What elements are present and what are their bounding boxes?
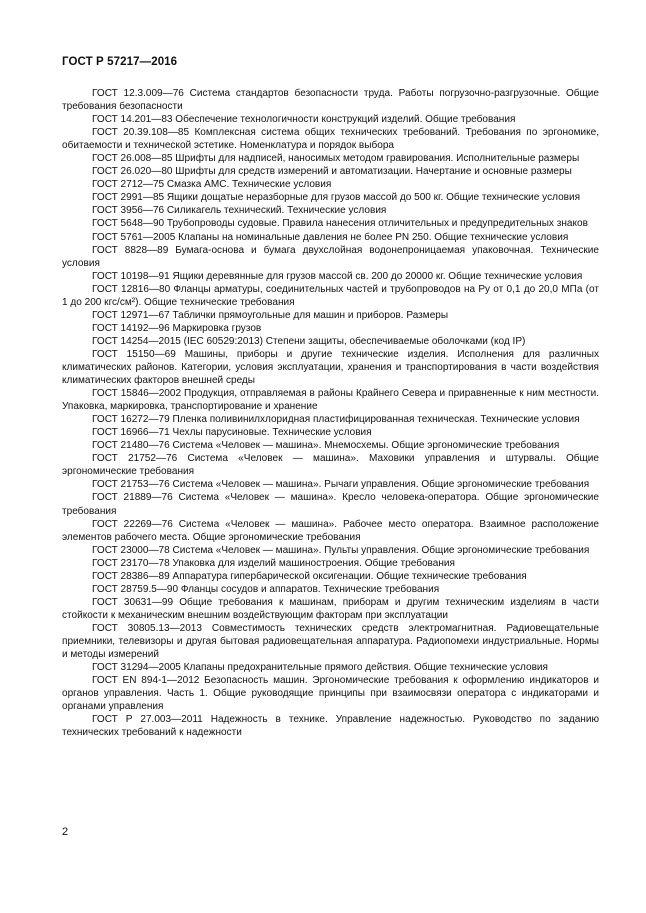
reference-item: ГОСТ 31294—2005 Клапаны предохранительные прямого действия. Общие технические условия [92, 662, 548, 674]
reference-item: ГОСТ 2991—85 Ящики дощатые неразборные для грузов массой до 500 кг. Общие технические условия [92, 192, 581, 204]
reference-item: ГОСТ EN 894-1—2012 Безопасность машин. Эргономические требования к оформлению индикаторов и органов управления. Часть 1. Общие руководящие принципы при взаимосвязи оператора с индикаторами и органами управления [62, 675, 599, 713]
reference-item: ГОСТ 14192—96 Маркировка грузов [92, 322, 262, 334]
normative-references [62, 87, 599, 739]
page-number: 2 [62, 826, 69, 838]
reference-item: ГОСТ 14254—2015 (IEC 60529:2013) Степени защиты, обеспечиваемые оболочками (код IP) [92, 335, 526, 347]
reference-item: ГОСТ 14.201—83 Обеспечение технологичности конструкций изделий. Общие требования [92, 114, 516, 126]
reference-item: ГОСТ 22269—76 Система «Человек — машина». Рабочее место оператора. Взаимное расположение элементов рабочего места. Общие эргономические требования [62, 518, 599, 543]
reference-item: ГОСТ 20.39.108—85 Комплексная система общих технических требований. Требования по эргономике, обитаемости и технической эстетике. Номенклатура и порядок выбора [62, 127, 599, 152]
reference-item: ГОСТ 5648—90 Трубопроводы судовые. Правила нанесения отличительных и предупредительных знаков [92, 218, 588, 230]
reference-item: ГОСТ 10198—91 Ящики деревянные для грузов массой св. 200 до 20000 кг. Общие технические условия [92, 270, 583, 282]
reference-item: ГОСТ 12971—67 Таблички прямоугольные для машин и приборов. Размеры [92, 309, 449, 321]
reference-item: ГОСТ 26.008—85 Шрифты для надписей, наносимых методом гравирования. Исполнительные размеры [92, 153, 580, 165]
reference-item: ГОСТ 28386—89 Аппаратура гипербарической оксигенации. Общие технические требования [92, 570, 527, 582]
reference-item: ГОСТ 16966—71 Чехлы парусиновые. Технические условия [92, 427, 372, 439]
reference-item: ГОСТ 21753—76 Система «Человек — машина». Рычаги управления. Общие эргономические требования [92, 479, 590, 491]
reference-item: ГОСТ 28759.5—90 Фланцы сосудов и аппаратов. Технические требования [92, 583, 440, 595]
reference-item: ГОСТ 12816—80 Фланцы арматуры, соединительных частей и трубопроводов на Pу от 0,1 до 20,0 МПа (от 1 до 200 кгс/см²). Общие технические требования [62, 283, 599, 308]
reference-item: ГОСТ 15150—69 Машины, приборы и другие технические изделия. Исполнения для различных климатических районов. Категории, условия эксплуатации, хранения и транспортирования в части воздействия климатических факторов внешней среды [62, 348, 599, 387]
reference-item: ГОСТ Р 27.003—2011 Надежность в технике. Управление надежностью. Руководство по заданию технических требований к надежности [62, 714, 599, 739]
reference-item: ГОСТ 21889—76 Система «Человек — машина». Кресло человека-оператора. Общие эргономические требования [62, 492, 599, 517]
reference-item: ГОСТ 26.020—80 Шрифты для средств измерений и автоматизации. Начертание и основные размеры [92, 166, 572, 178]
reference-item: ГОСТ 8828—89 Бумага-основа и бумага двухслойная водонепроницаемая упаковочная. Технические условия [62, 244, 599, 269]
reference-item: ГОСТ 5761—2005 Клапаны на номинальные давления не более PN 250. Общие технические условия [92, 231, 569, 243]
reference-item: ГОСТ 3956—76 Силикагель технический. Технические условия [92, 205, 387, 217]
reference-item: ГОСТ 23000—78 Система «Человек — машина». Пульты управления. Общие эргономические требования [92, 544, 590, 556]
reference-item: ГОСТ 30631—99 Общие требования к машинам, приборам и другим техническим изделиям в части стойкости к механическим внешним воздействующим факторам при эксплуатации [62, 596, 599, 621]
reference-item: ГОСТ 23170—78 Упаковка для изделий машиностроения. Общие требования [92, 557, 455, 569]
document-header: ГОСТ Р 57217—2016 [62, 56, 178, 68]
reference-item: ГОСТ 16272—79 Пленка поливинилхлоридная пластифицированная техническая. Технические условия [92, 414, 580, 426]
reference-item: ГОСТ 30805.13—2013 Совместимость технических средств электромагнитная. Радиовещательные приемники, телевизоры и другая бытовая радиовещательная аппаратура. Радиопомехи индустриальные. Нормы и методы измерений [62, 622, 599, 661]
reference-item: ГОСТ 21480—76 Система «Человек — машина». Мнемосхемы. Общие эргономические требования [92, 440, 560, 452]
reference-item: ГОСТ 15846—2002 Продукция, отправляемая в районы Крайнего Севера и приравненные к ним местности. Упаковка, маркировка, транспортирование и хранение [62, 388, 599, 413]
reference-item: ГОСТ 2712—75 Смазка АМС. Технические условия [92, 179, 332, 191]
reference-item: ГОСТ 12.3.009—76 Система стандартов безопасности труда. Работы погрузочно-разгрузочные. Общие требования безопасности [62, 88, 599, 113]
reference-item: ГОСТ 21752—76 Система «Человек — машина». Маховики управления и штурвалы. Общие эргономические требования [62, 453, 599, 478]
